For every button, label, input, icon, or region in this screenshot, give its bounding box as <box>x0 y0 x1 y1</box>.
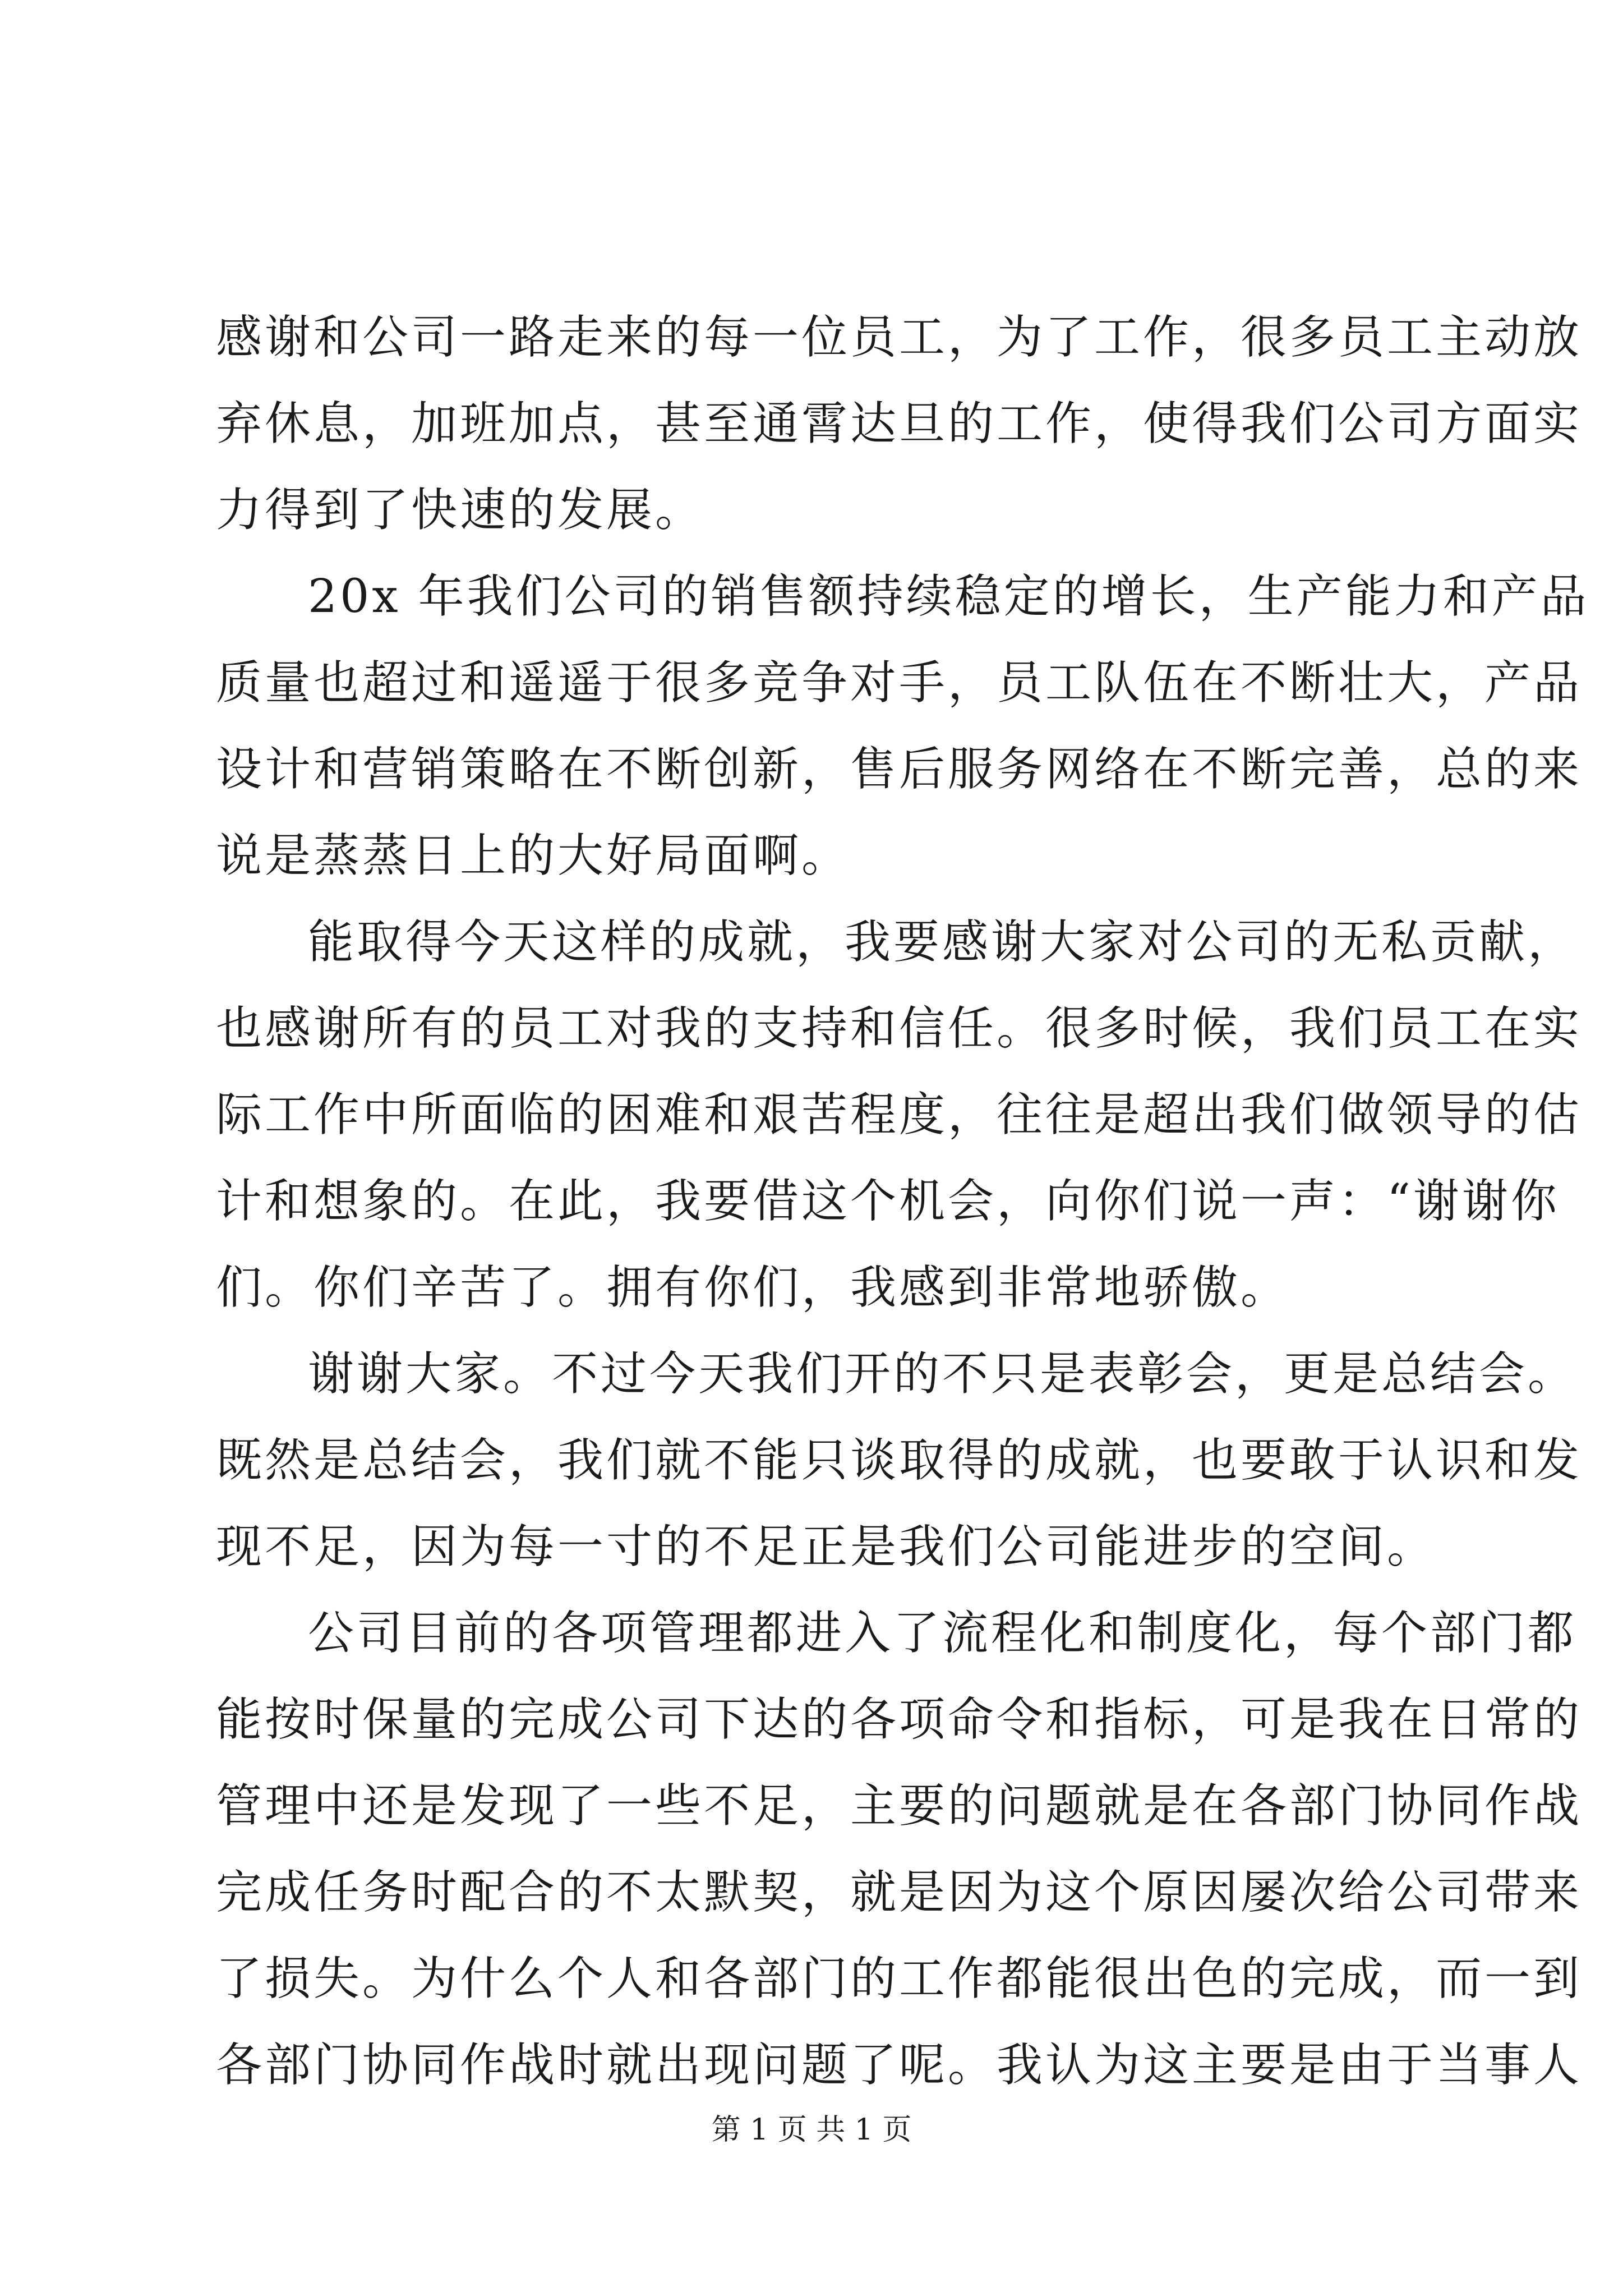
text-line: 计和想象的。在此，我要借这个机会，向你们说一声：“谢谢你 <box>216 1175 1560 1228</box>
text-line: 设计和营销策略在不断创新，售后服务网络在不断完善，总的来 <box>216 743 1583 796</box>
text-line: 能取得今天这样的成就，我要感谢大家对公司的无私贡献， <box>308 915 1577 969</box>
text-line: 管理中还是发现了一些不足，主要的问题就是在各部门协同作战 <box>216 1779 1583 1833</box>
text-line: 质量也超过和遥遥于很多竞争对手，员工队伍在不断壮大，产品 <box>216 656 1583 710</box>
text-line: 20x 年我们公司的销售额持续稳定的增长，生产能力和产品 <box>308 570 1589 623</box>
document-body <box>216 295 1589 2109</box>
text-line: 力得到了快速的发展。 <box>216 484 704 537</box>
text-line: 谢谢大家。不过今天我们开的不只是表彰会，更是总结会。 <box>308 1347 1577 1401</box>
text-line: 际工作中所面临的困难和艰苦程度，往往是超出我们做领导的估 <box>216 1088 1583 1142</box>
page-footer: 第 1 页 共 1 页 <box>711 2113 912 2147</box>
text-line: 也感谢所有的员工对我的支持和信任。很多时候，我们员工在实 <box>216 1002 1583 1055</box>
text-line: 各部门协同作战时就出现问题了呢。我认为这主要是由于当事人 <box>216 2039 1583 2092</box>
text-line: 弃休息，加班加点，甚至通霄达旦的工作，使得我们公司方面实 <box>216 397 1583 450</box>
text-line: 公司目前的各项管理都进入了流程化和制度化，每个部门都 <box>308 1607 1577 1660</box>
text-line: 既然是总结会，我们就不能只谈取得的成就，也要敢于认识和发 <box>216 1434 1583 1487</box>
text-line: 完成任务时配合的不太默契，就是因为这个原因屡次给公司带来 <box>216 1866 1583 1919</box>
text-line: 现不足，因为每一寸的不足正是我们公司能进步的空间。 <box>216 1520 1436 1573</box>
text-line: 了损失。为什么个人和各部门的工作都能很出色的完成，而一到 <box>216 1952 1583 2005</box>
text-line: 们。你们辛苦了。拥有你们，我感到非常地骄傲。 <box>216 1261 1290 1314</box>
text-line: 感谢和公司一路走来的每一位员工，为了工作，很多员工主动放 <box>216 311 1583 364</box>
text-line: 说是蒸蒸日上的大好局面啊。 <box>216 829 851 882</box>
text-line: 能按时保量的完成公司下达的各项命令和指标，可是我在日常的 <box>216 1693 1583 1746</box>
